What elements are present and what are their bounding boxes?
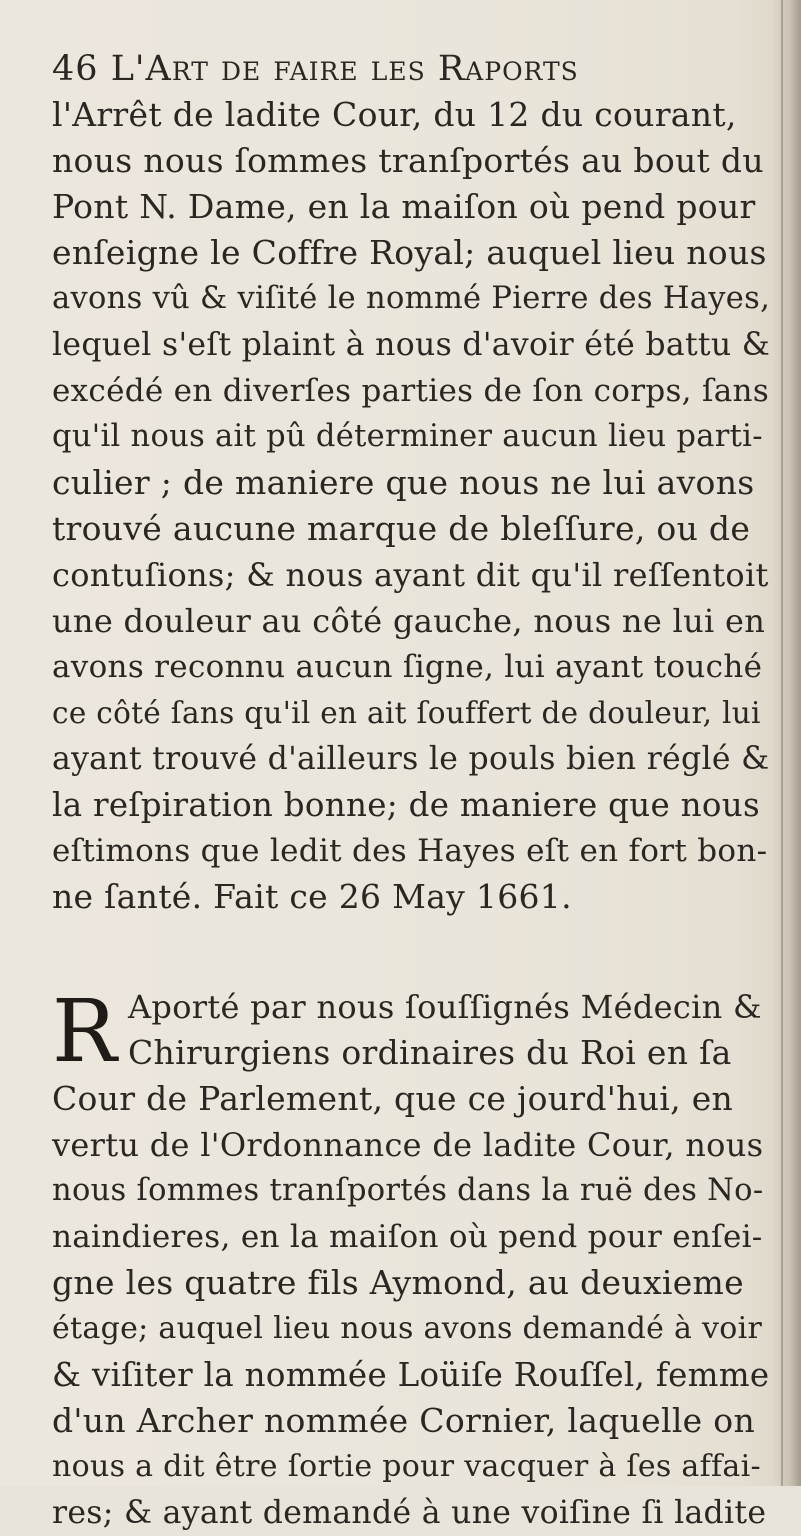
page-binding-edge (781, 0, 783, 1486)
text-line: ayant trouvé d'ailleurs le pouls bien réglé & (52, 741, 770, 777)
page-text (52, 46, 770, 1536)
text-line: avons reconnu aucun ſigne, lui ayant touché (52, 649, 763, 685)
text-line: Chirurgiens ordinaires du Roi en ſa (128, 1033, 732, 1072)
page-number: 46 (52, 49, 99, 89)
page-edge-shadow (773, 0, 801, 1486)
text-line: qu'il nous ait pû déterminer aucun lieu parti- (52, 419, 763, 454)
text-line: d'un Archer nommée Cornier, laquelle on (52, 1401, 756, 1440)
text-line: res; & ayant demandé à une voiſine ſi ladite (52, 1495, 767, 1531)
text-line: & viſiter la nommée Loüiſe Rouſſel, femme (52, 1356, 770, 1394)
text-line: une douleur au côté gauche, nous ne lui en (52, 602, 766, 640)
drop-cap: R (52, 982, 117, 1082)
text-line: Cour de Parlement, que ce jourd'hui, en (52, 1079, 734, 1118)
text-line: excédé en diverſes parties de ſon corps, ſans (52, 373, 770, 409)
text-line: naindieres, en la maiſon où pend pour enſei- (52, 1219, 763, 1255)
text-line: avons vû & viſité le nommé Pierre des Hayes, (52, 281, 771, 316)
text-line: vertu de l'Ordonnance de ladite Cour, nous (52, 1126, 764, 1164)
paragraph-2 (52, 984, 770, 1536)
text-line: la reſpiration bonne; de maniere que nous (52, 786, 760, 824)
text-line: eſtimons que ledit des Hayes eſt en fort bon- (52, 833, 768, 869)
text-line: ne ſanté. Fait ce 26 May 1661. (52, 877, 572, 916)
text-line: contuſions; & nous ayant dit qu'il reſſentoit (52, 556, 769, 594)
text-line: lequel s'eſt plaint à nous d'avoir été battu & (52, 327, 771, 363)
running-title: L'Art de faire les Raports (110, 49, 579, 89)
text-line: nous nous ſommes tranſportés au bout du (52, 141, 764, 180)
text-line: l'Arrêt de ladite Cour, du 12 du courant, (52, 95, 737, 134)
text-line: trouvé aucune marque de bleſſure, ou de (52, 509, 751, 548)
paragraph-1 (52, 92, 770, 920)
text-line: culier ; de maniere que nous ne lui avons (52, 463, 755, 502)
text-line: enſeigne le Coffre Royal; auquel lieu nous (52, 233, 767, 272)
text-line: ce côté ſans qu'il en ait ſouffert de douleur, lui (52, 696, 761, 730)
text-line: nous ſommes tranſportés dans la ruë des No- (52, 1173, 764, 1208)
text-line: Aporté par nous ſouſſignés Médecin & (128, 988, 762, 1026)
text-line: nous a dit être ſortie pour vacquer à ſes affai- (52, 1449, 761, 1484)
text-line: Pont N. Dame, en la maiſon où pend pour (52, 187, 756, 226)
paragraph-gap (52, 920, 770, 984)
text-line: gne les quatre fils Aymond, au deuxieme (52, 1263, 744, 1302)
text-line: étage; auquel lieu nous avons demandé à voir (52, 1311, 763, 1346)
running-header (52, 46, 770, 92)
